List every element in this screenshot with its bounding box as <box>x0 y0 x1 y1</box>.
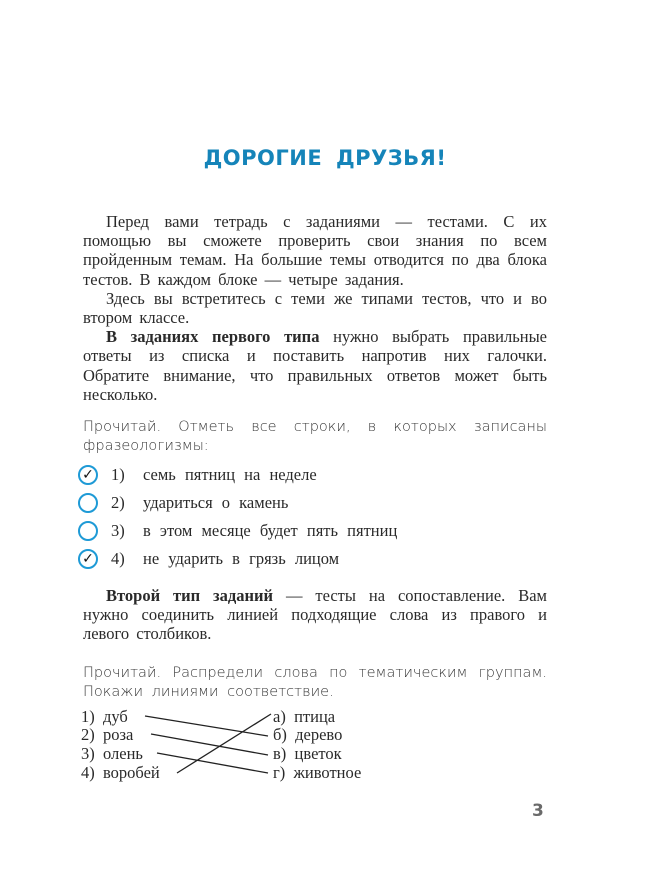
page-title: ДОРОГИЕ ДРУЗЬЯ! <box>203 146 447 170</box>
left-number: 3) <box>81 744 95 763</box>
left-number: 1) <box>81 707 95 726</box>
right-word: животное <box>293 763 362 782</box>
option-text: удариться о камень <box>143 493 289 512</box>
option-text: семь пятниц на неделе <box>143 465 317 484</box>
left-number: 4) <box>81 763 95 782</box>
match-line-3-g <box>157 753 268 773</box>
left-word: олень <box>103 744 143 763</box>
option-number: 2) <box>111 493 125 512</box>
second-type-rest: — тесты на сопоставление. Вам нужно соединить линией подходящие слова из правого и левого столбиков. <box>83 586 547 644</box>
option-number: 1) <box>111 465 125 484</box>
right-word: птица <box>294 707 336 726</box>
first-type-rest: нужно выбрать правильные ответы из списка и поставить напротив них галочки. Обратите внимание, что правильных ответов может быть несколько. <box>83 327 547 404</box>
right-letter: г) <box>273 763 286 782</box>
check-circle-icon[interactable]: ✓ <box>78 465 98 485</box>
task2-instruction-text: Прочитай. Распредели слова по тематическим группам. Покажи линиями соответствие. <box>83 665 547 700</box>
left-word: дуб <box>103 707 128 726</box>
right-word: дерево <box>295 725 343 744</box>
check-circle-icon[interactable]: ✓ <box>78 549 98 569</box>
right-letter: б) <box>273 725 287 744</box>
left-word: роза <box>103 725 134 744</box>
right-letter: в) <box>273 744 287 763</box>
option-text: в этом месяце будет пять пятниц <box>143 521 398 540</box>
left-word: воробей <box>103 763 160 782</box>
left-number: 2) <box>81 725 95 744</box>
intro-paragraph-1: Перед вами тетрадь с заданиями — тестами. С их помощью вы сможете проверить свои знания по всем пройденным темам. На большие темы отводится по два блока тестов. В каждом блоке — четыре задания. <box>83 212 547 289</box>
task1-instruction-text: Прочитай. Отметь все строки, в которых записаны фразеологизмы: <box>83 419 547 454</box>
intro-paragraph-2: Здесь вы встретитесь с теми же типами тестов, что и во втором классе. <box>83 288 547 328</box>
first-type-bold: В заданиях первого типа <box>106 327 320 347</box>
page-number: 3 <box>532 801 544 821</box>
match-line-1-b <box>145 716 268 736</box>
second-type-bold: Второй тип заданий <box>106 586 274 605</box>
right-word: цветок <box>294 744 342 763</box>
option-number: 4) <box>111 549 125 568</box>
right-letter: а) <box>273 707 286 726</box>
option-text: не ударить в грязь лицом <box>143 549 340 568</box>
option-number: 3) <box>111 521 125 540</box>
